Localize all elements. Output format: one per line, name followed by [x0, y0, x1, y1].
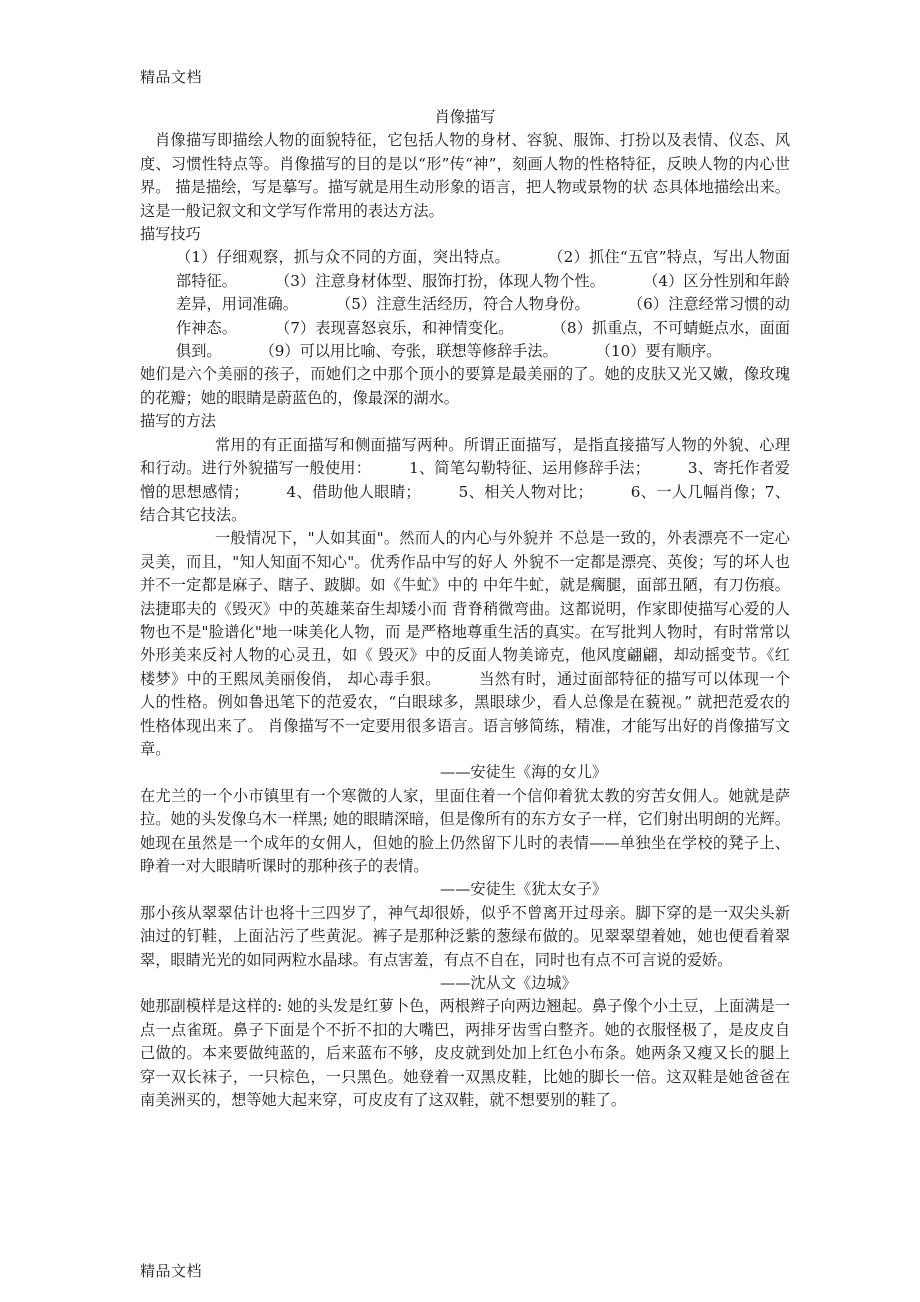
technique-item: （3）注意身材体型、服饰打扮，体现人物个性。: [275, 271, 606, 290]
methods-intro: 常用的有正面描写和侧面描写两种。所谓正面描写，是指直接描写人物的外貌、心理和行动。进行外貌描写一般使用：: [140, 435, 790, 478]
technique-item: （1）仔细观察，抓与众不同的方面，突出特点。: [176, 248, 510, 267]
example-source: ——沈从文《边城》: [440, 974, 577, 993]
discussion-text: 一般情况下，"人如其面"。然而人的内心与外貌并 不总是一致的，外表漂亮不一定心灵美，而且，"知人知面不知心"。优秀作品中写的好人 外貌不一定都是漂亮、英俊；写的坏人也并不一定都是麻子、瞎子、跛脚。如《牛虻》中的 中年牛虻，就是瘸腿，面部丑陋，有刀伤痕。法捷耶夫的《毁灭》中的英雄莱奋生却矮小而 背脊稍微弯曲。这都说明，作家即使描写心爱的人物也不是"脸谱化"地一味美化人物，而 是严格地尊重生活的真实。在写批判人物时，有时常常以外形美来反衬人物的心灵丑，如《 毁灭》中的反面人物美谛克，他风度翩翩，却动摇变节。《红楼梦》中的王熙凤美丽俊俏， 却心毒手狠。: [140, 529, 790, 688]
technique-item: （8）抓重点，不可蜻蜓点水，面面俱到。: [176, 318, 790, 361]
technique-item: （5）注意生活经历，符合人物身份。: [336, 295, 590, 314]
example-paragraph: 她们是六个美丽的孩子，而她们之中那个顶小的要算是最美丽的了。她的皮肤又光又嫩，像玫瑰的花瓣；她的眼睛是蔚蓝色的，像最深的湖水。: [140, 365, 790, 407]
example-quote: 她那副模样是这样的: 她的头发是红萝卜色，两根辫子向两边翘起。鼻子像个小土豆，上面满是一点一点雀斑。鼻子下面是个不折不扣的大嘴巴，两排牙齿雪白整齐。她的衣服怪极了，是皮皮自己做的。本来要做纯蓝的，后来蓝布不够，皮皮就到处加上红色小布条。她两条又瘦又长的腿上穿一双长袜子，一只棕色，一只黑色。她登着一双黑皮鞋，比她的脚长一倍。这双鞋是她爸爸在南美洲买的，想等她大起来穿，可皮皮有了这双鞋，就不想要别的鞋了。: [140, 997, 790, 1110]
techniques-paragraph: [140, 246, 790, 363]
method-item: 1、简笔勾勒特征、运用修辞手法；: [409, 459, 650, 478]
page-header: 精品文档: [140, 68, 203, 86]
intro-paragraph: 肖像描写即描绘人物的面貌特征，它包括人物的身材、容貌、服饰、打扮以及表情、仪态、风度、习惯性特点等。肖像描写的目的是以“形”传“神”，刻画人物的性格特征，反映人物的内心世界。 描是描绘，写是摹写。描写就是用生动形象的语言，把人物或景物的状 态具体地描绘出来。这是一般记叙文和文学写作常用的表达方法。: [140, 131, 790, 220]
technique-item: （6）注意经常习惯的动作神态。: [176, 295, 790, 337]
method-item: 4、借助他人眼睛；: [286, 482, 421, 501]
example-quote: 那小孩从翠翠估计也将十三四岁了，神气却很娇，似乎不曾离开过母亲。脚下穿的是一双尖头新油过的钉鞋，上面沾污了些黄泥。裤子是那种泛紫的葱绿布做的。见翠翠望着她，她也便看着翠翠，眼睛光光的如同两粒水晶球。有点害羞，有点不自在，同时也有点不可言说的爱娇。: [140, 903, 790, 969]
technique-item: （7）表现喜怒哀乐，和神情变化。: [275, 318, 514, 337]
method-item: 5、相关人物对比；: [458, 482, 593, 501]
technique-item: （9）可以用比喻、夸张，联想等修辞手法。: [259, 342, 558, 361]
document-title: 肖像描写: [434, 108, 496, 126]
technique-item: （2）抓住“五官”特点，写出人物面部特征。: [176, 248, 790, 290]
section-heading-techniques: 描写技巧: [140, 225, 201, 244]
technique-item: （4）区分性别和年龄差异，用词准确。: [176, 271, 790, 314]
section-heading-methods: 描写的方法: [140, 412, 216, 431]
example-source: ——安徒生《犹太女子》: [440, 880, 608, 899]
methods-paragraph: [140, 434, 790, 528]
document-body: [140, 106, 790, 1112]
example-quote: 在尤兰的一个小市镇里有一个寒微的人家，里面住着一个信仰着犹太教的穷苦女佣人。她就是萨拉。她的头发像乌木一样黑; 她的眼睛深暗，但是像所有的东方女子一样，它们射出明朗的光辉。她现在虽然是一个成年的女佣人，但她的脸上仍然留下儿时的表情——单独坐在学校的凳子上、睁着一对大眼睛听课时的那种孩子的表情。: [140, 786, 790, 875]
discussion-paragraph: [140, 527, 790, 761]
example-source: ——安徒生《海的女儿》: [440, 763, 608, 782]
page-footer: 精品文档: [140, 1262, 203, 1280]
discussion-text-2: 当然有时，通过面部特征的描写可以体现一个人的性格。例如鲁迅笔下的范爱农，“白眼球多，黑眼球少，看人总像是在藐视。” 就把范爱农的性格体现出来了。 肖像描写不一定要用很多语言。语言够简练，精准，才能写出好的肖像描写文章。: [140, 669, 791, 758]
method-item: 6、一人几幅肖像；: [630, 482, 765, 501]
method-item: 7、结合其它技法。: [140, 482, 791, 524]
technique-item: （10）要有顺序。: [595, 342, 722, 361]
method-item: 3、寄托作者爱憎的思想感情；: [140, 459, 790, 501]
